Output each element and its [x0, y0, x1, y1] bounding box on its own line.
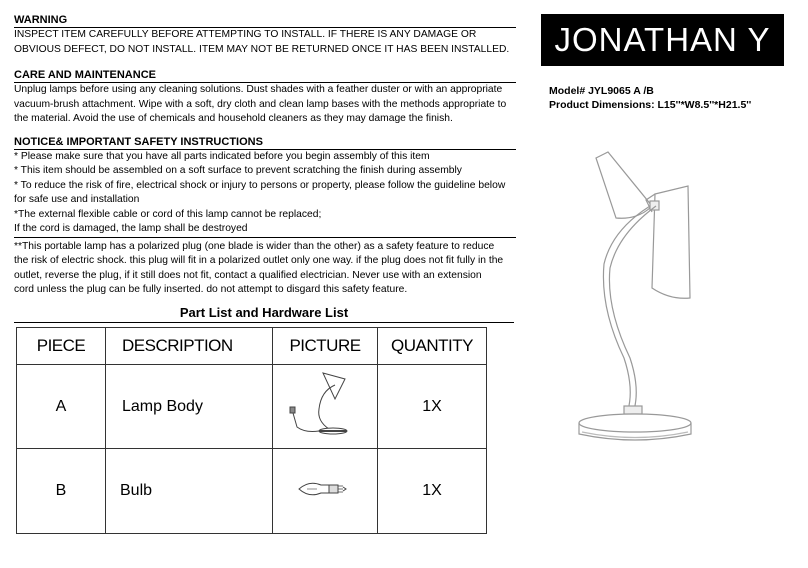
plug-line: outlet, reverse the plug, if it still does not fit, contact a qualified electrician. Never use with an extension [14, 269, 482, 281]
product-dimensions: Product Dimensions: L15''*W8.5''*H21.5'' [549, 99, 752, 111]
piece-cell: A [17, 365, 106, 449]
plug-line: cord unless the plug can be fully inserted. do not attempt to disgard this safety feature. [14, 284, 408, 295]
section-divider [14, 237, 516, 238]
quantity-cell: 1X [378, 365, 487, 449]
header-piece: PIECE [17, 328, 106, 365]
table-row [17, 449, 487, 534]
header-picture: PICTURE [273, 328, 378, 365]
picture-cell [273, 365, 378, 449]
plug-notice [14, 240, 516, 298]
description-cell: Lamp Body [106, 365, 273, 449]
warning-line: OBVIOUS DEFECT, DO NOT INSTALL. ITEM MAY NOT BE RETURNED ONCE IT HAS BEEN INSTALLED. [14, 43, 510, 55]
safety-line: for safe use and installation [14, 194, 140, 205]
header-description: DESCRIPTION [106, 328, 273, 365]
care-line: Unplug lamps before using any cleaning solutions. Dust shades with a feather duster or with an appropriate [14, 84, 503, 95]
parts-table [16, 327, 487, 534]
safety-line: If the cord is damaged, the lamp shall be destroyed [14, 223, 248, 234]
care-line: the material. Avoid the use of chemicals and household cleaners as they may damage the finish. [14, 113, 453, 124]
product-info [549, 84, 751, 112]
safety-line: * This item should be assembled on a soft surface to prevent scratching the finish during assembly [14, 165, 462, 176]
safety-title: NOTICE& IMPORTANT SAFETY INSTRUCTIONS [14, 136, 516, 150]
instructions-column [14, 14, 516, 298]
model-number: Model# JYL9065 A /B [549, 85, 654, 97]
quantity-cell: 1X [378, 449, 487, 534]
description-cell: Bulb [106, 449, 273, 534]
header-quantity: QUANTITY [378, 328, 487, 365]
plug-line: the risk of electric shock. this plug will fit in a polarized outlet only one way. if the plug does not fit fully in the [14, 255, 504, 266]
safety-body [14, 150, 516, 237]
care-body [14, 83, 516, 127]
safety-line: * Please make sure that you have all parts indicated before you begin assembly of this item [14, 150, 430, 162]
warning-body [14, 28, 516, 57]
warning-title: WARNING [14, 14, 516, 28]
candle-bulb-icon [295, 477, 355, 501]
care-line: vacuum-brush attachment. Wipe with a soft, dry cloth and clean lamp bases with the methods appropriate to [14, 98, 507, 110]
picture-cell [273, 449, 378, 534]
plug-line: **This portable lamp has a polarized plug (one blade is wider than the other) as a safety feature to reduce [14, 240, 495, 252]
parts-header-row [17, 328, 487, 365]
table-row [17, 365, 487, 449]
desk-lamp-icon [285, 369, 365, 439]
care-title: CARE AND MAINTENANCE [14, 69, 516, 83]
warning-line: INSPECT ITEM CAREFULLY BEFORE ATTEMPTING TO INSTALL. IF THERE IS ANY DAMAGE OR [14, 29, 477, 40]
desk-lamp-icon [560, 148, 800, 448]
parts-list-title: Part List and Hardware List [14, 305, 514, 323]
piece-cell: B [17, 449, 106, 534]
safety-line: * To reduce the risk of fire, electrical shock or injury to persons or property, please follow the guideline below [14, 179, 506, 191]
safety-line: *The external flexible cable or cord of this lamp cannot be replaced; [14, 208, 322, 220]
brand-logo: JONATHAN Y [541, 14, 784, 66]
